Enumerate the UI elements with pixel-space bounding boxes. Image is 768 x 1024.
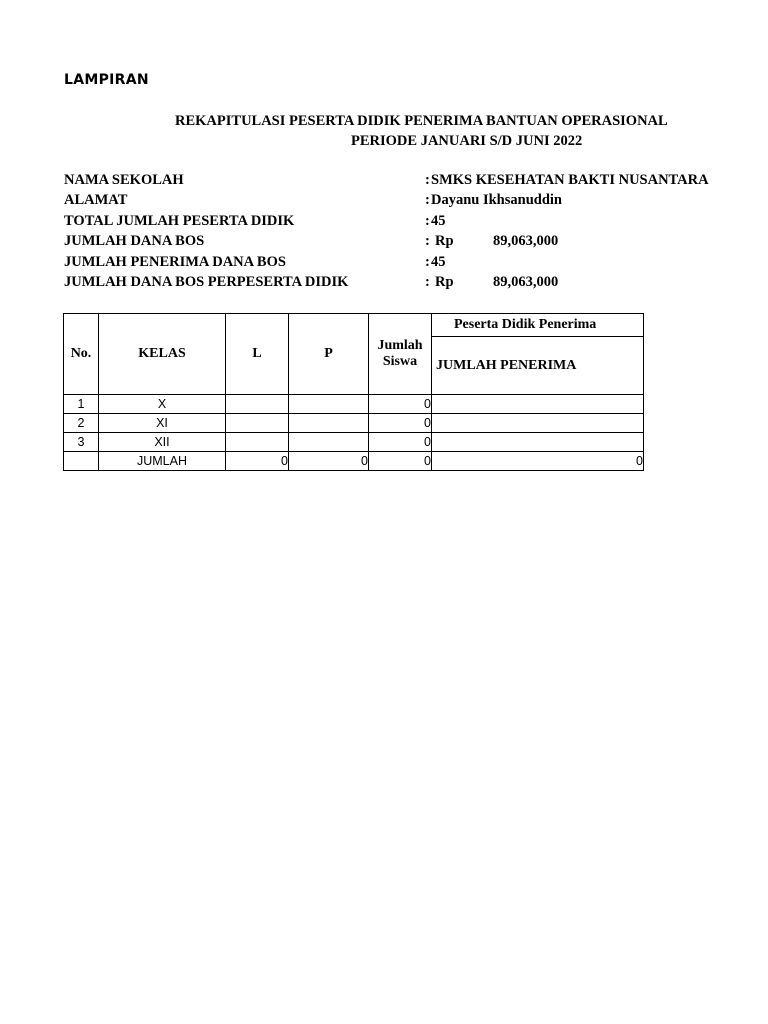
info-colon: : (425, 233, 430, 249)
info-row-alamat (64, 192, 664, 212)
info-colon: : (425, 172, 430, 188)
cell-no: 2 (64, 414, 99, 433)
info-colon: : (425, 274, 430, 290)
cell-kelas: XII (99, 433, 226, 452)
info-row-nama-sekolah (64, 172, 709, 192)
table-row (64, 395, 644, 414)
cell-penerima (432, 414, 644, 433)
cell-l (226, 414, 289, 433)
info-colon: : (425, 192, 430, 208)
total-students-value: 45 (431, 213, 446, 229)
cell-jumlah: 0 (369, 414, 432, 433)
header-jumlah-siswa-line1: Jumlah (377, 338, 423, 353)
info-label: TOTAL JUMLAH PESERTA DIDIK (64, 213, 295, 229)
header-kelas: KELAS (99, 314, 226, 395)
info-row-jumlah-penerima (64, 254, 664, 274)
school-name-value: SMKS KESEHATAN BAKTI NUSANTARA (431, 172, 709, 188)
lampiran-heading: LAMPIRAN (64, 72, 149, 88)
cell-jumlah: 0 (369, 395, 432, 414)
header-p: P (289, 314, 369, 395)
cell-penerima (432, 433, 644, 452)
info-colon: : (425, 254, 430, 270)
per-student-amount: 89,063,000 (493, 274, 559, 290)
currency-label: Rp (435, 233, 454, 249)
table-row (64, 433, 644, 452)
info-colon: : (425, 213, 430, 229)
info-label: NAMA SEKOLAH (64, 172, 184, 188)
cell-kelas: X (99, 395, 226, 414)
recipients-value: 45 (431, 254, 446, 270)
recap-table (63, 313, 644, 471)
cell-jumlah: 0 (369, 433, 432, 452)
cell-total-p: 0 (289, 452, 369, 471)
cell-l (226, 395, 289, 414)
header-jumlah-penerima: JUMLAH PENERIMA (432, 337, 644, 395)
cell-total-l: 0 (226, 452, 289, 471)
info-label: JUMLAH PENERIMA DANA BOS (64, 254, 286, 270)
cell-total-label: JUMLAH (99, 452, 226, 471)
address-value: Dayanu Ikhsanuddin (431, 192, 562, 208)
info-label: JUMLAH DANA BOS (64, 233, 205, 249)
cell-p (289, 433, 369, 452)
cell-no: 1 (64, 395, 99, 414)
report-title-line-1: REKAPITULASI PESERTA DIDIK PENERIMA BANTUAN OPERASIONAL (175, 113, 668, 129)
cell-penerima (432, 395, 644, 414)
cell-total-penerima: 0 (432, 452, 644, 471)
info-row-total-peserta (64, 213, 664, 233)
cell-p (289, 395, 369, 414)
header-jumlah-siswa (369, 314, 432, 395)
report-title-period: PERIODE JANUARI S/D JUNI 2022 (351, 133, 583, 149)
info-label: ALAMAT (64, 192, 128, 208)
header-l: L (226, 314, 289, 395)
header-no: No. (64, 314, 99, 395)
cell-l (226, 433, 289, 452)
header-peserta-didik-penerima: Peserta Didik Penerima (432, 314, 644, 337)
info-row-dana-perpeserta (64, 274, 664, 294)
bos-fund-amount: 89,063,000 (493, 233, 559, 249)
cell-no-empty (64, 452, 99, 471)
info-label: JUMLAH DANA BOS PERPESERTA DIDIK (64, 274, 349, 290)
table-row (64, 414, 644, 433)
currency-label: Rp (435, 274, 454, 290)
cell-total-jumlah: 0 (369, 452, 432, 471)
cell-no: 3 (64, 433, 99, 452)
header-jumlah-siswa-line2: Siswa (382, 354, 418, 369)
cell-p (289, 414, 369, 433)
table-total-row (64, 452, 644, 471)
info-row-jumlah-dana (64, 233, 664, 253)
cell-kelas: XI (99, 414, 226, 433)
